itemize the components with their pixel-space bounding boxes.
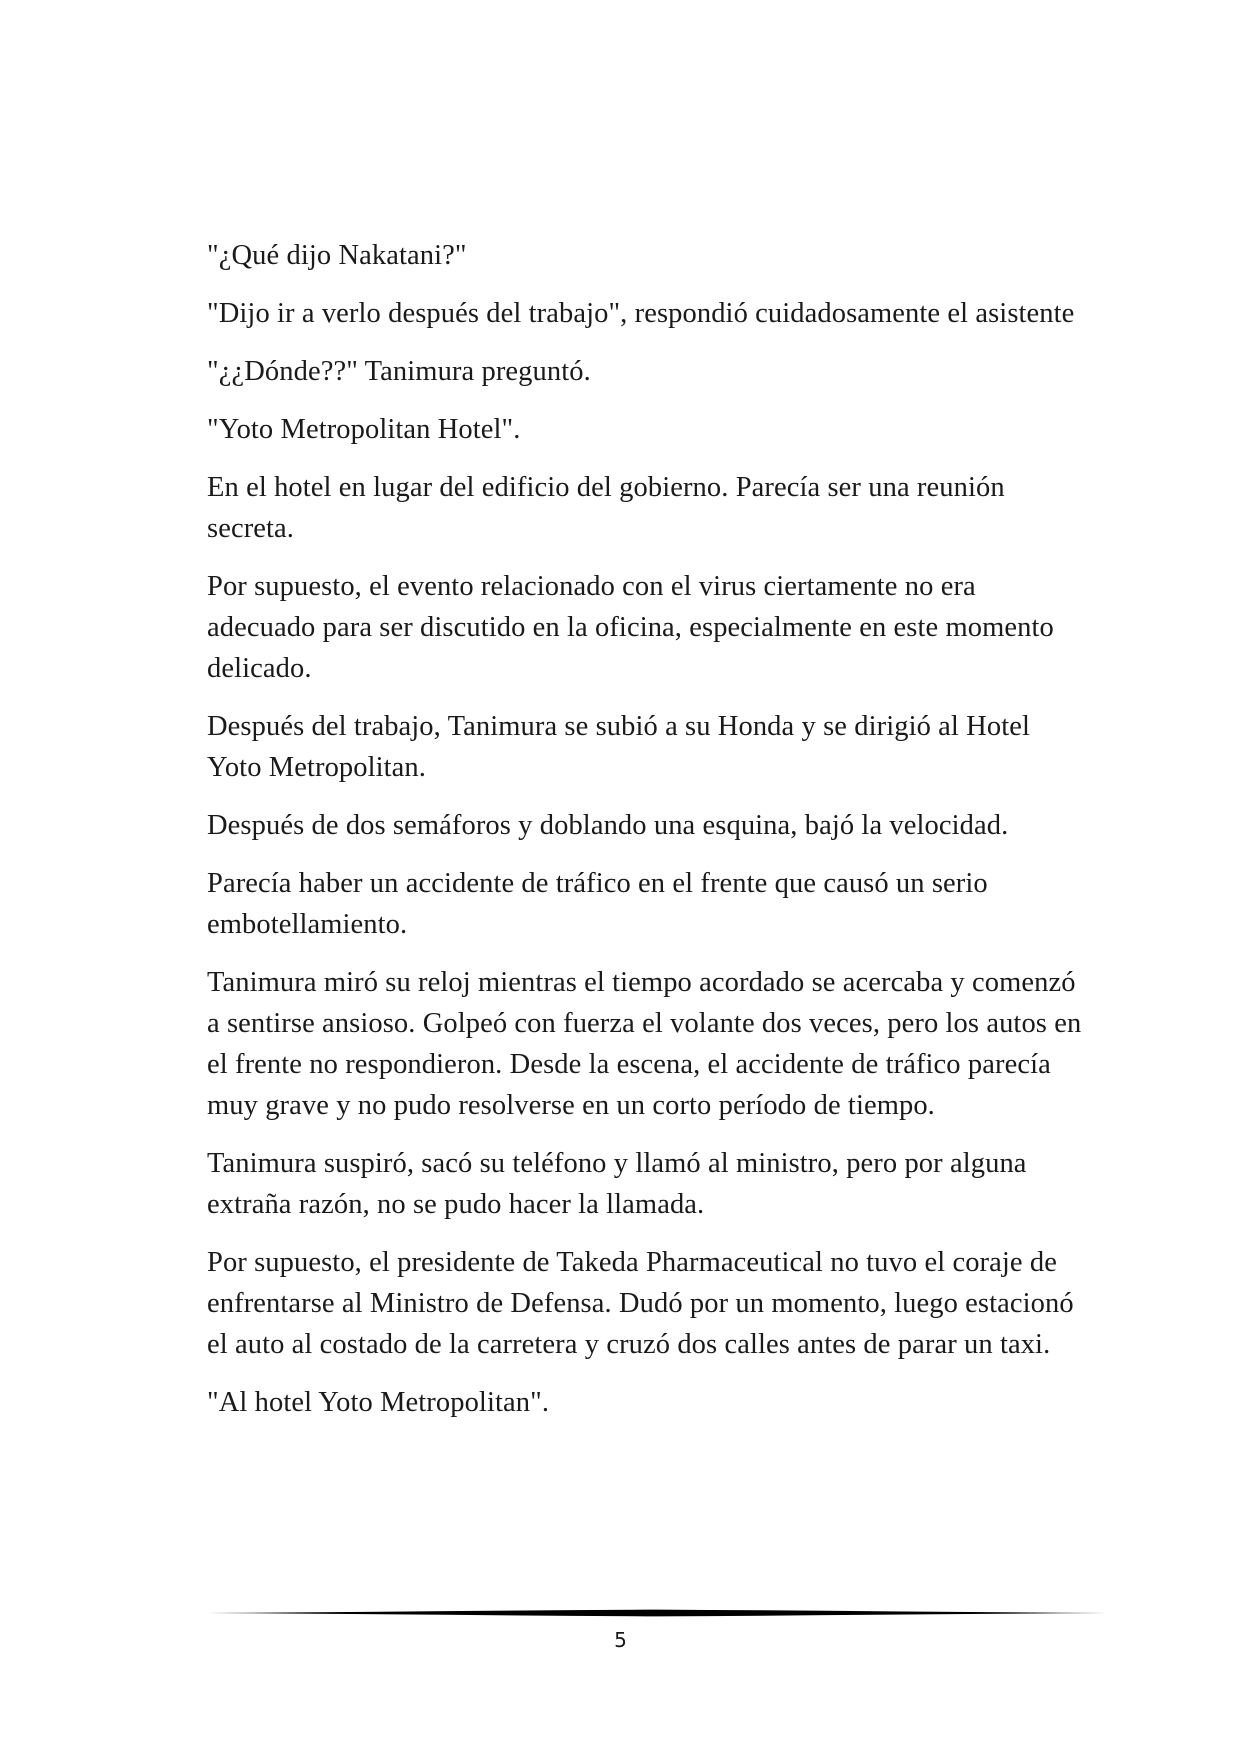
paragraph-13: "Al hotel Yoto Metropolitan". xyxy=(207,1387,550,1418)
paragraph-6: Por supuesto, el evento relacionado con el virus ciertamente no era adecuado para ser discutido en la oficina, especialmente en este momento delicado. xyxy=(207,571,1054,684)
paragraph-9: Parecía haber un accidente de tráfico en el frente que causó un serio embotellamiento. xyxy=(207,868,988,940)
paragraph-3: "¿¿Dónde??" Tanimura preguntó. xyxy=(207,356,591,387)
paragraph-1: "¿Qué dijo Nakatani?" xyxy=(207,240,467,271)
paragraph-4: "Yoto Metropolitan Hotel". xyxy=(207,414,521,445)
paragraph-11: Tanimura suspiró, sacó su teléfono y llamó al ministro, pero por alguna extraña razón, no se pudo hacer la llamada. xyxy=(207,1148,1027,1220)
paragraph-5: En el hotel en lugar del edificio del gobierno. Parecía ser una reunión secreta. xyxy=(207,472,1005,544)
paragraph-2: "Dijo ir a verlo después del trabajo", respondió cuidadosamente el asistente xyxy=(207,298,1075,329)
body-text xyxy=(207,235,1087,1440)
paragraph-7: Después del trabajo, Tanimura se subió a su Honda y se dirigió al Hotel Yoto Metropolitan. xyxy=(207,711,1030,783)
page-number: 5 xyxy=(614,1628,627,1652)
footer-divider xyxy=(207,1606,1107,1620)
paragraph-12: Por supuesto, el presidente de Takeda Pharmaceutical no tuvo el coraje de enfrentarse al Ministro de Defensa. Dudó por un momento, luego estacionó el auto al costado de la carretera y cruzó dos calles antes de parar un taxi. xyxy=(207,1247,1074,1360)
paragraph-10: Tanimura miró su reloj mientras el tiempo acordado se acercaba y comenzó a sentirse ansioso. Golpeó con fuerza el volante dos veces, pero los autos en el frente no respondieron. Desde la escena, el accidente de tráfico parecía muy grave y no pudo resolverse en un corto período de tiempo. xyxy=(207,967,1082,1121)
paragraph-8: Después de dos semáforos y doblando una esquina, bajó la velocidad. xyxy=(207,810,1009,841)
